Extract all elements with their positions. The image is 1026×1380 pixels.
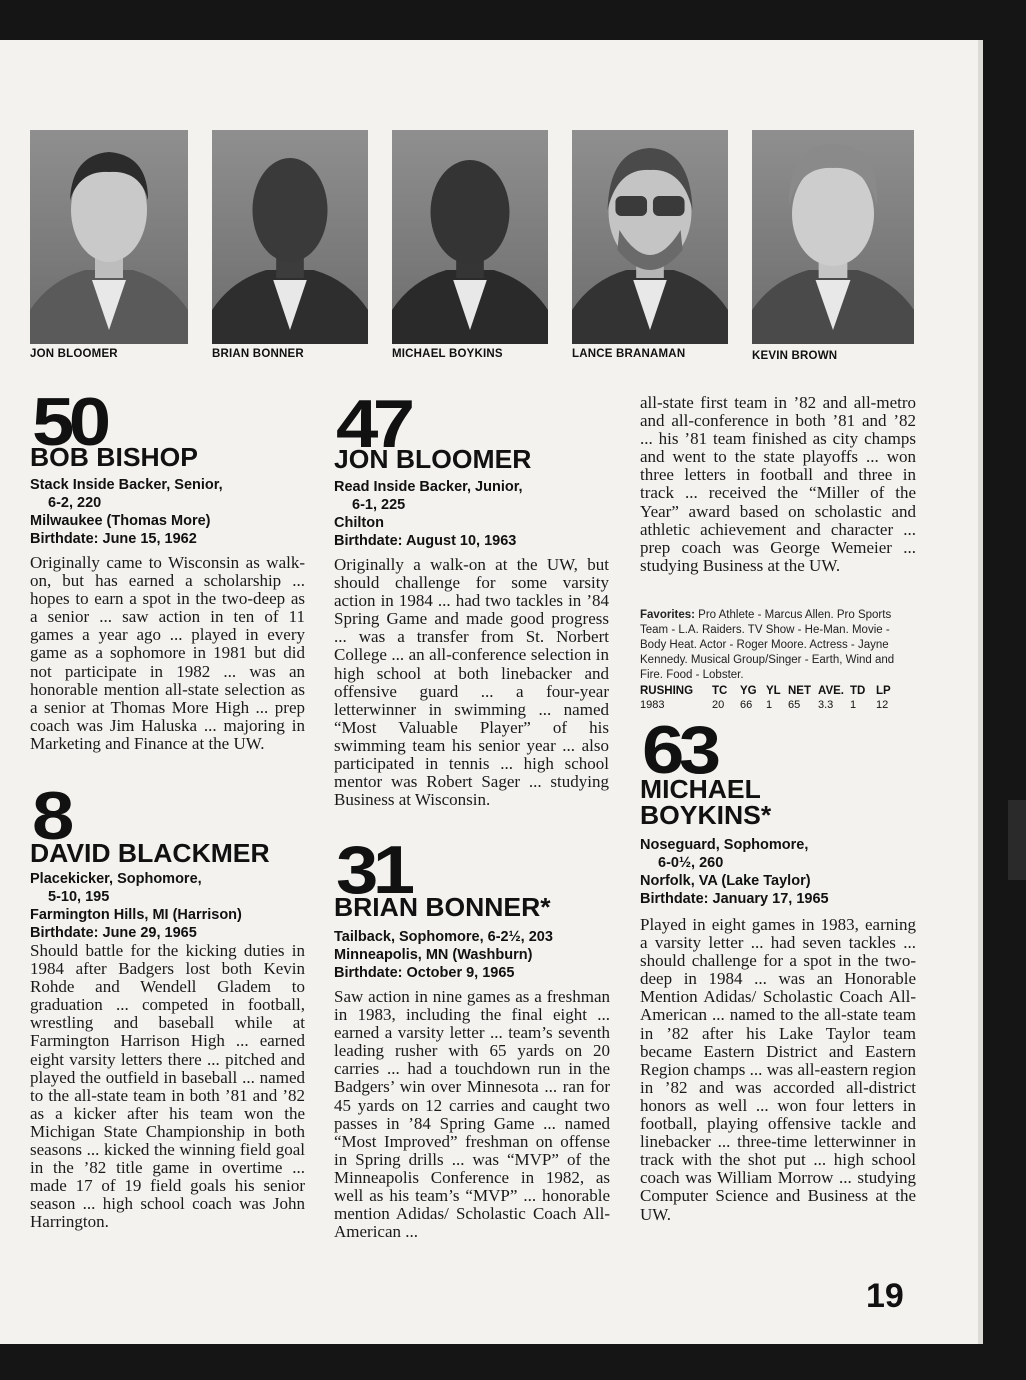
height-weight: 6-2, 220 — [48, 495, 102, 511]
portrait-silhouette — [572, 130, 728, 344]
player-bio: Originally came to Wisconsin as walk-on, but has earned a scholarship ... hopes to earn a spot in the two-deep as a senior ... saw action in ten of 11 games a year ago ... played in every game as a sophomore in 1981 but did not participate in 1982 ... was an honorable mention all-state selection as a senior at Thomas More High ... prep coach was Jim Haluska ... majoring in Marketing and Finance at the UW. — [30, 553, 305, 753]
birthdate: Birthdate: June 15, 1962 — [30, 531, 197, 547]
stats-cell: 1983 — [640, 699, 665, 711]
player-bio: Originally a walk-on at the UW, but should challenge for some varsity action in 1984 ... had two tackles in ’84 Spring Game and made good progress ... was a transfer from St. Norbert College ... an all-conference selection in high school at both linebacker and offensive guard ... a four-year letterwinner in swimming ... named “Most Valuable Player” of his swimming team his senior year ... also participated in tennis ... high school mentor was Robert Sager ... studying Business at Wisconsin. — [334, 555, 609, 810]
player-name: DAVID BLACKMER — [30, 838, 270, 868]
photo-jon-bloomer — [30, 130, 188, 344]
player-meta — [334, 928, 553, 982]
jersey-number: 31 — [336, 832, 410, 908]
stats-cell: 3.3 — [818, 699, 834, 711]
stats-cell: 1 — [766, 699, 773, 711]
hometown: Farmington Hills, MI (Harrison) — [30, 907, 242, 923]
portrait-silhouette — [30, 130, 188, 344]
jersey-number: 8 — [32, 778, 69, 854]
height-weight: 5-10, 195 — [48, 889, 110, 905]
position: Placekicker, Sophomore, — [30, 871, 202, 887]
photo-lance-branaman — [572, 130, 728, 344]
photo-caption: KEVIN BROWN — [752, 350, 838, 362]
stats-cell: 20 — [712, 699, 725, 711]
photo-caption: MICHAEL BOYKINS — [392, 348, 503, 360]
jersey-number: 47 — [336, 386, 410, 462]
stats-header: YL — [766, 685, 781, 697]
player-name: JON BLOOMER — [334, 444, 532, 474]
position: Stack Inside Backer, Senior, — [30, 477, 223, 493]
favorites-label: Favorites: — [640, 609, 695, 621]
player-meta — [334, 478, 523, 550]
player-meta — [640, 836, 829, 908]
player-bio: Saw action in nine games as a freshman in 1983, including the final eight ... earned a varsity letter ... team’s seventh leading rusher with 65 yards on 20 carries ... had a touchdown run in the Badgers’ win over Minnesota ... ran for 45 yards on 12 carries and caught two passes in ’84 Spring Game ... named “Most Improved” freshman on offense in Spring drills ... was “MVP” of the Minneapolis Conference in 1982, as well as his team’s “MVP” ... honorable mention Adidas/ Scholastic Coach All-American ... — [334, 987, 610, 1242]
stats-header: RUSHING — [640, 685, 694, 697]
birthdate: Birthdate: January 17, 1965 — [640, 891, 829, 907]
player-bio: Should battle for the kicking duties in 1984 after Badgers lost both Kevin Rohde and Wendell Gladem to graduation ... competed in football, wrestling and baseball while at Farmington Harrison High ... earned eight varsity letters there ... pitched and played the outfield in baseball ... named to the all-state team in both ’81 and ’82 as a kicker after his team won the Michigan State Championship in both seasons ... kicked the winning field goal in the ’82 title game in overtime ... made 17 of 19 field goals his senior season ... high school coach was John Harrington. — [30, 941, 305, 1232]
favorites — [640, 608, 916, 683]
hometown: Milwaukee (Thomas More) — [30, 513, 211, 529]
portrait-silhouette — [212, 130, 368, 344]
jersey-number: 50 — [32, 384, 106, 460]
stats-header: TD — [850, 685, 866, 697]
position: Tailback, Sophomore, 6-2½, 203 — [334, 929, 553, 945]
photo-caption: LANCE BRANAMAN — [572, 348, 686, 360]
player-name: BOB BISHOP — [30, 442, 198, 472]
stats-header: YG — [740, 685, 757, 697]
photo-kevin-brown — [752, 130, 914, 344]
birthdate: Birthdate: October 9, 1965 — [334, 965, 515, 981]
stats-header: LP — [876, 685, 891, 697]
photo-caption: BRIAN BONNER — [212, 348, 304, 360]
player-meta — [30, 870, 242, 942]
height-weight: 6-1, 225 — [352, 497, 406, 513]
stats-cell: 12 — [876, 699, 889, 711]
stats-header: TC — [712, 685, 728, 697]
hometown: Chilton — [334, 515, 384, 531]
binder-tab — [1008, 800, 1026, 880]
position: Noseguard, Sophomore, — [640, 837, 809, 853]
stats-row — [640, 698, 898, 712]
birthdate: Birthdate: June 29, 1965 — [30, 925, 197, 941]
hometown: Minneapolis, MN (Washburn) — [334, 947, 533, 963]
stats-header-row — [640, 684, 898, 698]
favorites-text: Pro Athlete - Marcus Allen. Pro Sports Team - L.A. Raiders. TV Show - He-Man. Movie - Body Heat. Actor - Roger Moore. Actress - Jayne Kennedy. Musical Group/Singer - Earth, Wind and Fire. Food - Lobster. — [640, 609, 895, 681]
stats-cell: 66 — [740, 699, 753, 711]
birthdate: Birthdate: August 10, 1963 — [334, 533, 517, 549]
stats-cell: 65 — [788, 699, 801, 711]
player-name-line1: MICHAEL — [640, 774, 761, 804]
photo-brian-bonner — [212, 130, 368, 344]
height-weight: 6-0½, 260 — [658, 855, 724, 871]
stats-cell: 1 — [850, 699, 857, 711]
page-edge — [978, 40, 983, 1344]
position: Read Inside Backer, Junior, — [334, 479, 523, 495]
photo-caption: JON BLOOMER — [30, 348, 118, 360]
jersey-number: 63 — [642, 712, 716, 788]
player-meta — [30, 476, 223, 548]
player-name-line2: BOYKINS* — [640, 800, 772, 830]
photo-michael-boykins — [392, 130, 548, 344]
page-number: 19 — [866, 1277, 904, 1315]
player-bio-continued: all-state first team in ’82 and all-metro and all-conference in both ’81 and ’82 ... his ’81 team finished as city champs and went to the state playoffs ... won three letters in football and three in track ... received the “Miller of the Year” award based on scholastic and athletic achievement and character ... prep coach was George Wemeier ... studying Business at the UW. — [640, 393, 916, 575]
stats-header: AVE. — [818, 685, 844, 697]
player-name: BRIAN BONNER* — [334, 892, 551, 922]
hometown: Norfolk, VA (Lake Taylor) — [640, 873, 811, 889]
stats-header: NET — [788, 685, 811, 697]
portrait-silhouette — [392, 130, 548, 344]
portrait-silhouette — [752, 130, 914, 344]
rushing-stats-table — [640, 684, 898, 712]
player-bio: Played in eight games in 1983, earning a varsity letter ... had seven tackles ... should challenge for a spot in the two-deep in 1984 ... was an Honorable Mention Adidas/ Scholastic Coach All-American ... named to the all-state team in ’82 after his Lake Taylor team became Eastern District and Eastern Region champs ... was all-eastern region in ’82 and was accorded all-district honors as well ... won four letters in football, playing offensive tackle and linebacker ... three-time letterwinner in track with the shot put ... high school coach was William Morrow ... studying Computer Science and Business at the UW. — [640, 915, 916, 1224]
